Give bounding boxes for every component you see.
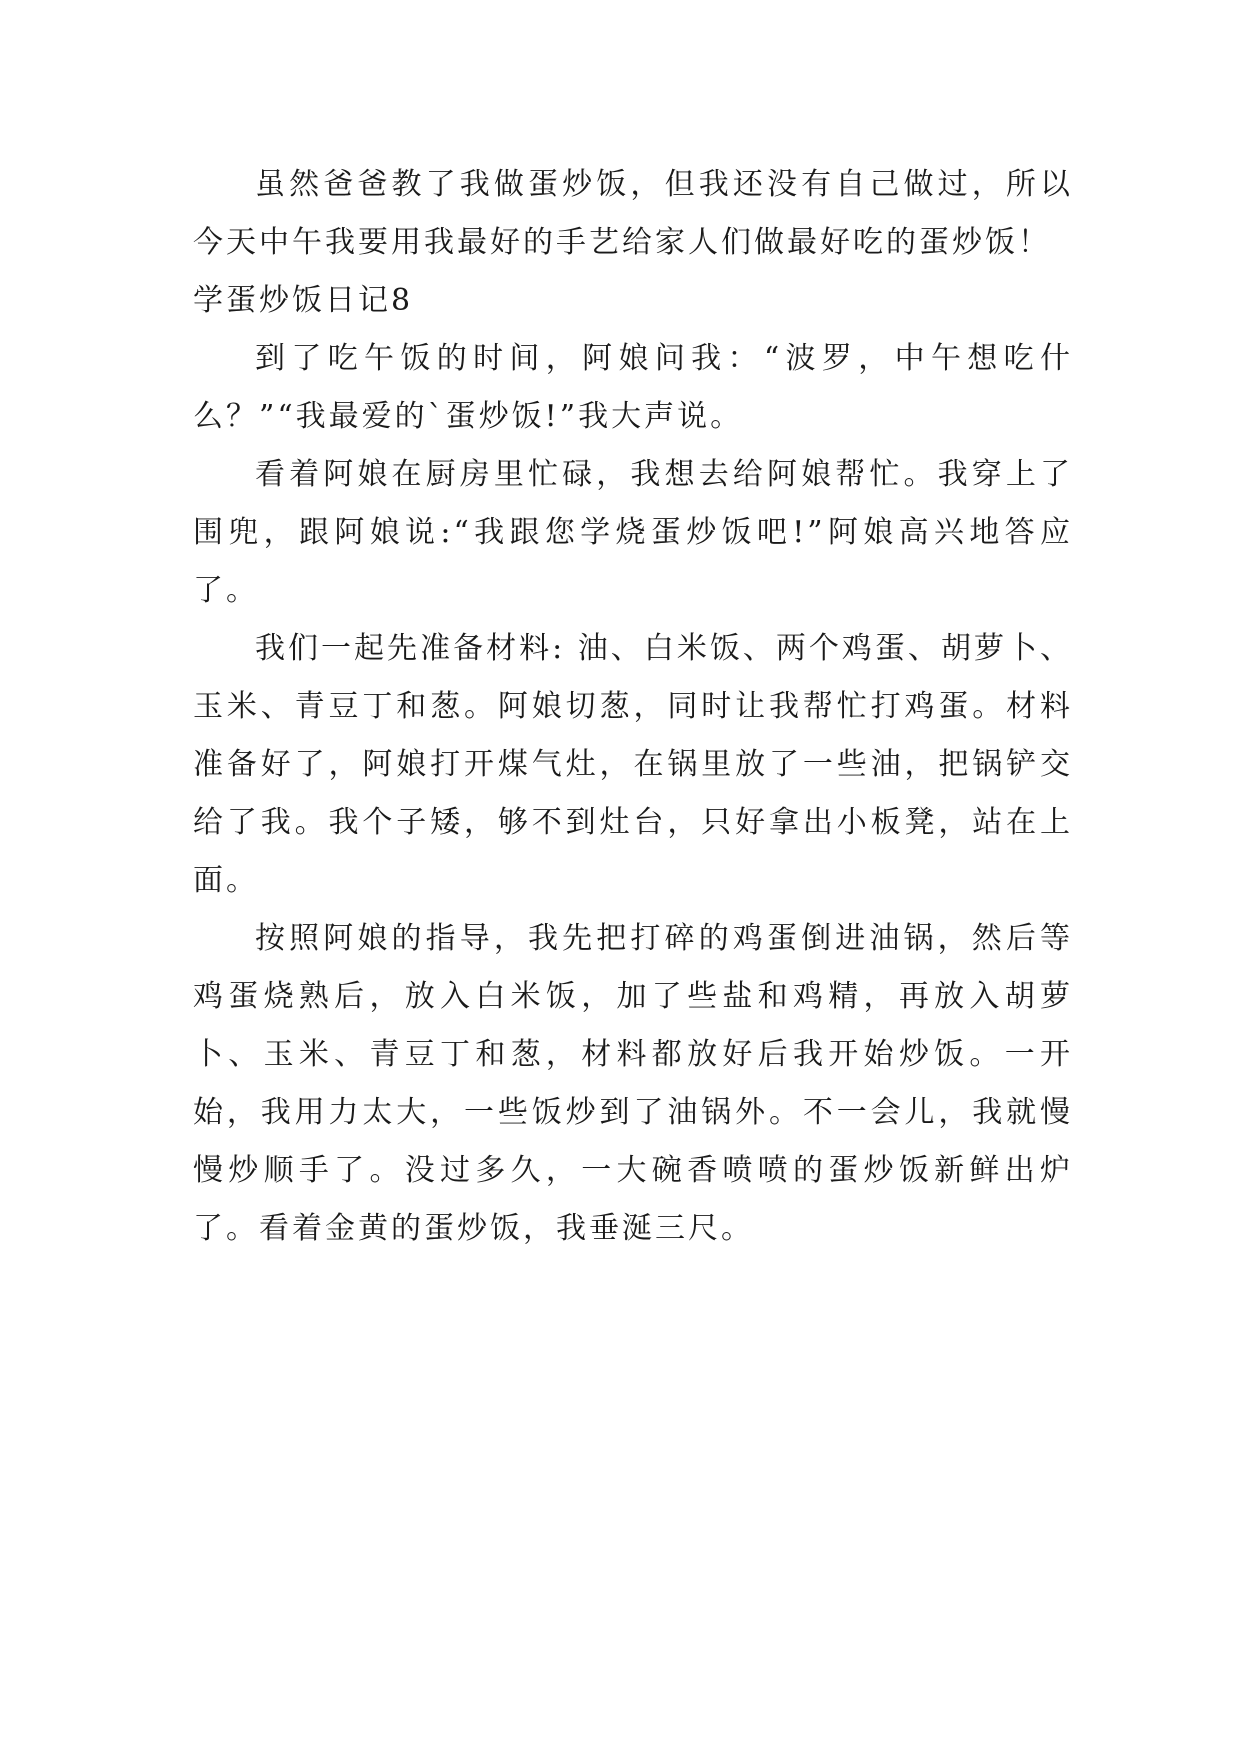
paragraph-ingredients: 我们一起先准备材料: 油、白米饭、两个鸡蛋、胡萝卜、玉米、青豆丁和葱。阿娘切葱，同时让我帮忙打鸡蛋。材料准备好了，阿娘打开煤气灶，在锅里放了一些油，把锅铲交给了我。我个子矮，够不到灶台，只好拿出小板凳，站在上面。 (193, 631, 1073, 898)
diary-title: 学蛋炒饭日记8 (193, 283, 414, 318)
paragraph-help-mom: 看着阿娘在厨房里忙碌，我想去给阿娘帮忙。我穿上了围兜，跟阿娘说:“我跟您学烧蛋炒饭吧!”阿娘高兴地答应了。 (193, 457, 1073, 608)
paragraph-intro: 虽然爸爸教了我做蛋炒饭，但我还没有自己做过，所以今天中午我要用我最好的手艺给家人们做最好吃的蛋炒饭！ (193, 167, 1073, 260)
paragraph-lunch-time: 到了吃午饭的时间，阿娘问我：“波罗，中午想吃什么？”“我最爱的`蛋炒饭!”我大声说。 (193, 341, 1073, 434)
paragraph-cooking: 按照阿娘的指导，我先把打碎的鸡蛋倒进油锅，然后等鸡蛋烧熟后，放入白米饭，加了些盐和鸡精，再放入胡萝卜、玉米、青豆丁和葱，材料都放好后我开始炒饭。一开始，我用力太大，一些饭炒到了油锅外。不一会儿，我就慢慢炒顺手了。没过多久，一大碗香喷喷的蛋炒饭新鲜出炉了。看着金黄的蛋炒饭，我垂涎三尺。 (193, 921, 1073, 1246)
document-body (193, 156, 1073, 1258)
